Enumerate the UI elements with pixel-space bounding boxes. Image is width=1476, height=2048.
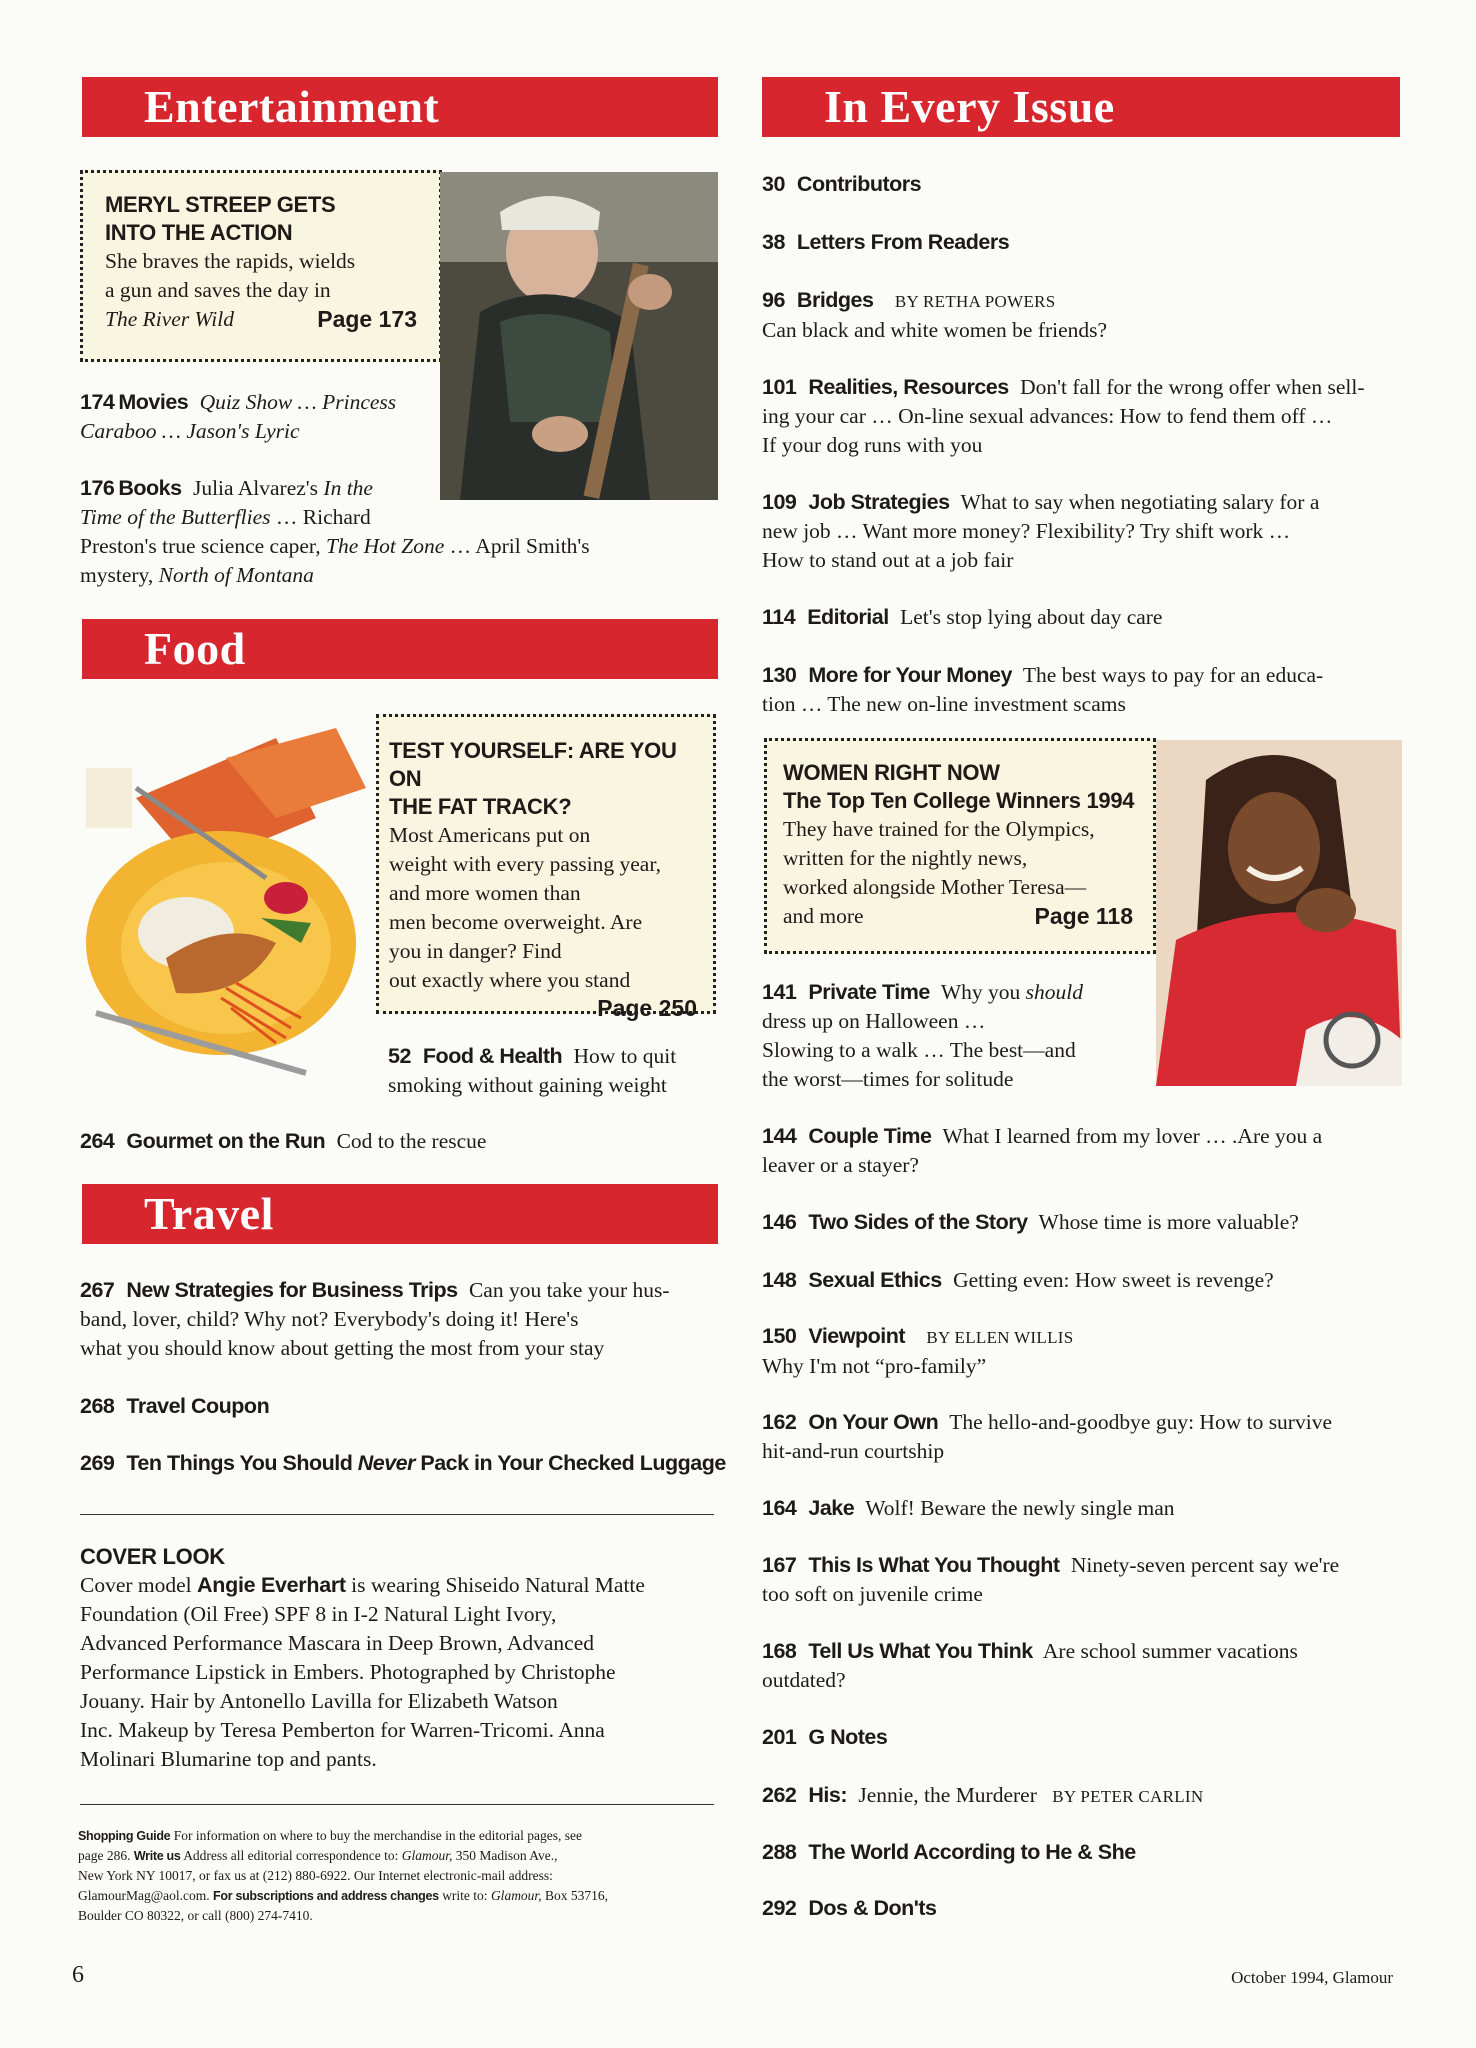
- entry-ethics-title: Sexual Ethics: [808, 1268, 942, 1292]
- cover-model-name: Angie Everhart: [197, 1573, 346, 1597]
- entry-two-sides[interactable]: [762, 1208, 1422, 1237]
- entry-food-health-num: 52: [388, 1044, 411, 1068]
- film-title: The River Wild: [105, 307, 234, 331]
- fat-track-page-ref[interactable]: Page 250: [597, 995, 697, 1021]
- entry-movies[interactable]: [80, 388, 440, 446]
- entry-food-health-text-1: How to quit: [573, 1044, 677, 1068]
- cover-look-line-7: Molinari Blumarine top and pants.: [80, 1747, 377, 1771]
- cover-look-line-2: Foundation (Oil Free) SPF 8 in I-2 Natural Light Ivory,: [80, 1602, 557, 1626]
- entry-never-pack-num: 269: [80, 1451, 115, 1475]
- shopping-guide-text-3: New York NY 10017, or fax us at (212) 880-6922. Our Internet electronic-mail address:: [78, 1868, 553, 1883]
- entry-couple-num: 144: [762, 1124, 797, 1148]
- entry-never-pack-title-b: Never: [357, 1451, 415, 1475]
- entry-couple-time[interactable]: [762, 1122, 1422, 1180]
- entry-food-health-title: Food & Health: [422, 1044, 563, 1068]
- entry-think-text-2: outdated?: [762, 1668, 846, 1692]
- shopping-guide-text-2a: page 286.: [78, 1848, 131, 1863]
- entry-realities-num: 101: [762, 375, 797, 399]
- travel-section-header: [82, 1184, 718, 1244]
- shopping-guide-text-2c: Address all editorial correspondence to:: [183, 1848, 399, 1863]
- cover-look-heading: COVER LOOK: [80, 1544, 225, 1569]
- entry-gnotes-title: G Notes: [808, 1725, 888, 1749]
- entry-world-according[interactable]: [762, 1838, 1422, 1867]
- entry-books-text-2b: … Richard: [275, 505, 371, 529]
- entry-world-num: 288: [762, 1840, 797, 1864]
- entry-world-title: The World According to He & She: [808, 1840, 1136, 1864]
- entry-never-pack-title-c: Pack in Your Checked Luggage: [420, 1451, 726, 1475]
- entry-private-text-2: dress up on Halloween …: [762, 1009, 986, 1033]
- college-winner-illustration: [1156, 740, 1402, 1086]
- fat-track-line-5: you in danger? Find: [389, 939, 562, 963]
- travel-header-text: Travel: [144, 1188, 274, 1239]
- meryl-feature-line-2: a gun and saves the day in: [105, 278, 331, 302]
- cover-look-line-3: Advanced Performance Mascara in Deep Brown, Advanced: [80, 1631, 595, 1655]
- entry-business-trips-text-2: band, lover, child? Why not? Everybody's doing it! Here's: [80, 1307, 579, 1331]
- entry-business-trips[interactable]: [80, 1276, 730, 1363]
- entry-editorial-text: Let's stop lying about day care: [900, 605, 1163, 629]
- entry-private-num: 141: [762, 980, 797, 1004]
- entry-his-num: 262: [762, 1783, 797, 1807]
- entry-two-sides-text: Whose time is more valuable?: [1038, 1210, 1299, 1234]
- entry-job-strategies[interactable]: [762, 488, 1422, 575]
- entry-books-text-2a: Time of the Butterflies: [80, 505, 271, 529]
- entry-viewpoint[interactable]: [762, 1322, 1422, 1381]
- shopping-guide-block: [78, 1826, 718, 1926]
- entry-books-text-3c: … April Smith's: [449, 534, 590, 558]
- entry-editorial-title: Editorial: [807, 605, 889, 629]
- entry-money-title: More for Your Money: [808, 663, 1012, 687]
- entry-gourmet-num: 264: [80, 1129, 115, 1153]
- entry-job-title: Job Strategies: [808, 490, 950, 514]
- entry-thought-title: This Is What You Thought: [808, 1553, 1060, 1577]
- shopping-guide-label: Shopping Guide: [78, 1829, 171, 1843]
- entry-editorial-num: 114: [762, 605, 796, 629]
- write-us-label: Write us: [133, 1849, 181, 1863]
- entry-couple-text-1: What I learned from my lover … .Are you a: [942, 1124, 1323, 1148]
- page-number: 6: [72, 1962, 84, 1988]
- cover-look-divider: [80, 1514, 714, 1515]
- entry-business-trips-num: 267: [80, 1278, 115, 1302]
- entry-viewpoint-byline: BY ELLEN WILLIS: [926, 1328, 1074, 1347]
- entry-jake-num: 164: [762, 1496, 797, 1520]
- entry-books-text-4a: mystery,: [80, 563, 154, 587]
- entertainment-section-header: [82, 77, 718, 137]
- women-now-last: and more: [783, 904, 864, 928]
- entry-jake-text: Wolf! Beware the newly single man: [865, 1496, 1175, 1520]
- entry-bridges[interactable]: [762, 286, 1402, 345]
- entry-viewpoint-title: Viewpoint: [808, 1324, 906, 1348]
- entry-realities[interactable]: [762, 373, 1422, 460]
- entry-his-byline: BY PETER CARLIN: [1052, 1787, 1204, 1806]
- entry-jake[interactable]: [762, 1494, 1422, 1523]
- entry-books[interactable]: [80, 474, 720, 590]
- entry-movies-text-2: Caraboo … Jason's Lyric: [80, 419, 300, 443]
- meryl-feature-title-2: INTO THE ACTION: [105, 220, 293, 245]
- entry-ethics-num: 148: [762, 1268, 797, 1292]
- women-right-now-feature-box[interactable]: [764, 738, 1156, 954]
- meryl-feature-line-3: [105, 305, 439, 334]
- fat-track-title-1: TEST YOURSELF: ARE YOU ON: [389, 738, 677, 791]
- entry-editorial[interactable]: [762, 603, 1402, 632]
- entry-letters-num: 38: [762, 230, 785, 254]
- entry-contributors-num: 30: [762, 172, 785, 196]
- cover-look-line-1a: Cover model: [80, 1573, 192, 1597]
- entry-thought-text-1: Ninety-seven percent say we're: [1070, 1553, 1340, 1577]
- entry-gnotes-num: 201: [762, 1725, 797, 1749]
- entry-travel-coupon-title: Travel Coupon: [126, 1394, 270, 1418]
- entry-never-pack[interactable]: [80, 1449, 740, 1478]
- entry-books-num: 176: [80, 476, 115, 500]
- entry-viewpoint-text: Why I'm not “pro-family”: [762, 1354, 987, 1378]
- entry-think-title: Tell Us What You Think: [808, 1639, 1033, 1663]
- entry-books-text-4b: North of Montana: [158, 563, 314, 587]
- entry-books-text-3b: The Hot Zone: [325, 534, 445, 558]
- shopping-guide-text-4c: write to:: [442, 1888, 488, 1903]
- entry-money-num: 130: [762, 663, 797, 687]
- entry-gourmet[interactable]: [80, 1127, 720, 1156]
- shopping-guide-text-2e: 350 Madison Ave.,: [455, 1848, 558, 1863]
- entry-viewpoint-num: 150: [762, 1324, 797, 1348]
- entry-more-money[interactable]: [762, 661, 1422, 719]
- entry-private-text-3: Slowing to a walk … The best—and: [762, 1038, 1076, 1062]
- entry-job-text-2: new job … Want more money? Flexibility? Try shift work …: [762, 519, 1291, 543]
- entry-two-sides-title: Two Sides of the Story: [808, 1210, 1028, 1234]
- entry-contributors[interactable]: [762, 170, 1402, 199]
- entry-his[interactable]: [762, 1781, 1422, 1811]
- fat-track-title-2: THE FAT TRACK?: [389, 794, 572, 819]
- college-winner-photo: [1156, 740, 1402, 1086]
- entry-jake-title: Jake: [808, 1496, 855, 1520]
- entry-g-notes[interactable]: [762, 1723, 1422, 1752]
- entry-money-text-1: The best ways to pay for an educa-: [1022, 663, 1324, 687]
- entry-food-health[interactable]: [388, 1042, 718, 1100]
- cover-look-line-1c: is wearing Shiseido Natural Matte: [351, 1573, 645, 1597]
- shopping-guide-text-1: For information on where to buy the merchandise in the editorial pages, see: [173, 1828, 582, 1843]
- fat-track-line-6: out exactly where you stand: [389, 968, 631, 992]
- shopping-guide-text-4d: Glamour,: [490, 1888, 542, 1903]
- entry-never-pack-title-a: Ten Things You Should: [126, 1451, 353, 1475]
- entry-realities-title: Realities, Resources: [808, 375, 1009, 399]
- shopping-guide-divider: [80, 1804, 714, 1805]
- entry-think-num: 168: [762, 1639, 797, 1663]
- women-now-line-2: written for the nightly news,: [783, 846, 1028, 870]
- entry-dos-title: Dos & Don'ts: [808, 1896, 937, 1920]
- entry-business-trips-text-3: what you should know about getting the most from your stay: [80, 1336, 605, 1360]
- meryl-feature-line-1: She braves the rapids, wields: [105, 249, 356, 273]
- cover-look-line-5: Jouany. Hair by Antonello Lavilla for Elizabeth Watson: [80, 1689, 558, 1713]
- entry-think-text-1: Are school summer vacations: [1042, 1639, 1298, 1663]
- entry-bridges-byline: BY RETHA POWERS: [894, 292, 1056, 311]
- meryl-feature-title-1: MERYL STREEP GETS: [105, 192, 336, 217]
- entry-movies-text-1: Quiz Show … Princess: [199, 390, 397, 414]
- entry-gourmet-text: Cod to the rescue: [336, 1129, 487, 1153]
- shopping-guide-email[interactable]: GlamourMag@aol.com.: [78, 1888, 210, 1903]
- every-issue-header-text: In Every Issue: [824, 81, 1115, 132]
- entry-books-title: Books: [118, 476, 182, 500]
- women-now-title-1: WOMEN RIGHT NOW: [783, 760, 1000, 785]
- meryl-streep-photo: [440, 172, 718, 500]
- food-section-header: [82, 619, 718, 679]
- entry-realities-text-3: If your dog runs with you: [762, 433, 983, 457]
- meryl-photo-illustration: [440, 172, 718, 500]
- entry-private-title: Private Time: [808, 980, 930, 1004]
- meryl-streep-feature-box[interactable]: [80, 170, 442, 362]
- fat-track-feature-box[interactable]: [376, 714, 716, 1021]
- entry-private-text-1a: Why you: [940, 980, 1021, 1004]
- entry-what-you-think[interactable]: [762, 1637, 1442, 1695]
- fat-track-line-4: men become overweight. Are: [389, 910, 643, 934]
- entry-on-your-own[interactable]: [762, 1408, 1442, 1466]
- food-plate-illustration: [76, 728, 372, 1078]
- entry-business-trips-title: New Strategies for Business Trips: [126, 1278, 458, 1302]
- entry-contributors-title: Contributors: [796, 172, 922, 196]
- shopping-guide-text-2d: Glamour,: [401, 1848, 453, 1863]
- cover-look-line-4: Performance Lipstick in Embers. Photographed by Christophe: [80, 1660, 616, 1684]
- entry-realities-text-1: Don't fall for the wrong offer when sell-: [1020, 375, 1365, 399]
- every-issue-section-header: [762, 77, 1400, 137]
- entry-what-you-thought[interactable]: [762, 1551, 1442, 1609]
- women-now-line-3: worked alongside Mother Teresa—: [783, 875, 1087, 899]
- women-now-line-4: [783, 902, 1153, 931]
- entry-couple-text-2: leaver or a stayer?: [762, 1153, 919, 1177]
- entry-private-time[interactable]: [762, 978, 1162, 1094]
- entry-bridges-title: Bridges: [796, 288, 874, 312]
- cover-look-block: [80, 1542, 730, 1774]
- women-now-line-1: They have trained for the Olympics,: [783, 817, 1095, 841]
- entry-letters-title: Letters From Readers: [796, 230, 1010, 254]
- shopping-guide-text-4e: Box 53716,: [544, 1888, 608, 1903]
- entry-travel-coupon-num: 268: [80, 1394, 115, 1418]
- entry-job-text-1: What to say when negotiating salary for a: [960, 490, 1320, 514]
- shopping-guide-text-5: Boulder CO 80322, or call (800) 274-7410.: [78, 1908, 313, 1923]
- fat-track-line-1: Most Americans put on: [389, 823, 591, 847]
- entry-business-trips-text-1: Can you take your hus-: [468, 1278, 670, 1302]
- fat-track-line-2: weight with every passing year,: [389, 852, 661, 876]
- entry-bridges-text: Can black and white women be friends?: [762, 318, 1108, 342]
- entry-private-text-4: the worst—times for solitude: [762, 1067, 1014, 1091]
- issue-date-footer: October 1994, Glamour: [1231, 1968, 1393, 1987]
- food-plate-photo: [76, 728, 372, 1078]
- entry-letters[interactable]: [762, 228, 1402, 257]
- entry-own-text-2: hit-and-run courtship: [762, 1439, 945, 1463]
- entry-travel-coupon[interactable]: [80, 1392, 720, 1421]
- entry-books-text-3a: Preston's true science caper,: [80, 534, 321, 558]
- meryl-page-ref[interactable]: Page 173: [317, 306, 417, 332]
- entry-money-text-2: tion … The new on-line investment scams: [762, 692, 1126, 716]
- entry-bridges-num: 96: [762, 288, 785, 312]
- entry-sexual-ethics[interactable]: [762, 1266, 1422, 1295]
- fat-track-line-3: and more women than: [389, 881, 581, 905]
- entry-couple-title: Couple Time: [808, 1124, 932, 1148]
- entry-private-text-1b: should: [1025, 980, 1083, 1004]
- entry-movies-title: Movies: [118, 390, 189, 414]
- entry-thought-num: 167: [762, 1553, 797, 1577]
- cover-look-line-6: Inc. Makeup by Teresa Pemberton for Warren-Tricomi. Anna: [80, 1718, 605, 1742]
- entry-movies-num: 174: [80, 390, 115, 414]
- entertainment-header-text: Entertainment: [144, 81, 440, 132]
- entry-own-title: On Your Own: [808, 1410, 939, 1434]
- women-now-title-2: The Top Ten College Winners 1994: [783, 788, 1135, 813]
- entry-two-sides-num: 146: [762, 1210, 797, 1234]
- entry-food-health-text-2: smoking without gaining weight: [388, 1073, 667, 1097]
- entry-dos-num: 292: [762, 1896, 797, 1920]
- entry-own-num: 162: [762, 1410, 797, 1434]
- women-now-page-ref[interactable]: Page 118: [1034, 903, 1133, 929]
- entry-books-text-1a: Julia Alvarez's: [192, 476, 319, 500]
- entry-ethics-text: Getting even: How sweet is revenge?: [953, 1268, 1274, 1292]
- food-header-text: Food: [144, 623, 246, 674]
- entry-job-num: 109: [762, 490, 797, 514]
- entry-gourmet-title: Gourmet on the Run: [126, 1129, 326, 1153]
- entry-job-text-3: How to stand out at a job fair: [762, 548, 1014, 572]
- entry-dos-donts[interactable]: [762, 1894, 1422, 1923]
- entry-thought-text-2: too soft on juvenile crime: [762, 1582, 983, 1606]
- entry-his-title: His:: [808, 1783, 847, 1807]
- entry-realities-text-2: ing your car … On-line sexual advances: How to fend them off …: [762, 404, 1333, 428]
- entry-books-text-1b: In the: [323, 476, 373, 500]
- subscriptions-label: For subscriptions and address changes: [213, 1889, 439, 1903]
- entry-own-text-1: The hello-and-goodbye guy: How to survive: [949, 1410, 1332, 1434]
- entry-his-text: Jennie, the Murderer: [858, 1783, 1037, 1807]
